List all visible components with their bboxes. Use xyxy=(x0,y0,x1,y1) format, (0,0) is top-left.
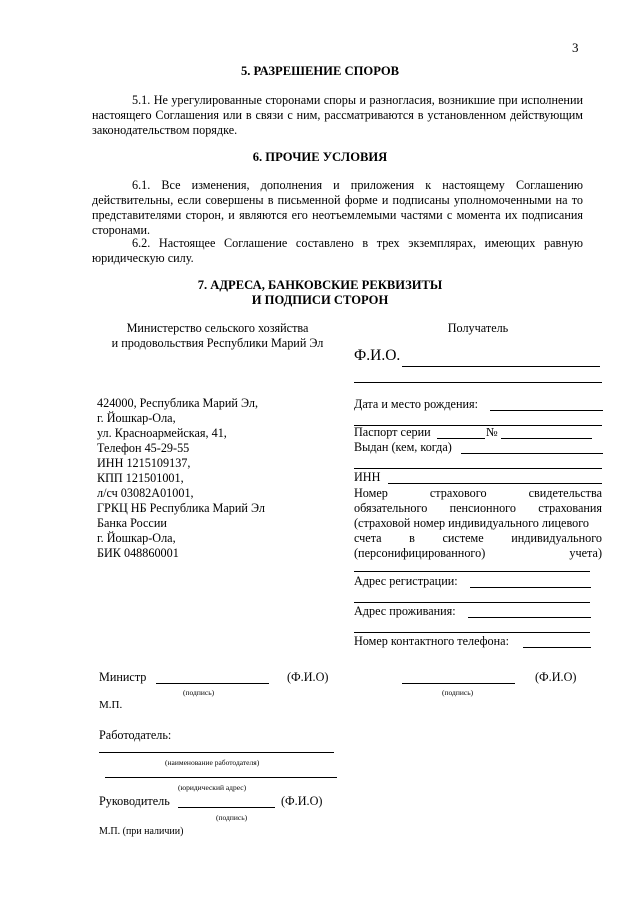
ministry-name-line-2: и продовольствия Республики Марий Эл xyxy=(111,336,324,350)
ministry-account: л/сч 03082А01001, xyxy=(97,486,194,500)
section-7-title-line-1: 7. АДРЕСА, БАНКОВСКИЕ РЕКВИЗИТЫ xyxy=(197,278,443,292)
issued-line-2 xyxy=(354,468,602,469)
ministry-bank: ГРКЦ НБ Республика Марий Эл xyxy=(97,501,265,515)
head-signature-caption: (подпись) xyxy=(216,813,248,822)
head-stamp: М.П. (при наличии) xyxy=(99,826,184,837)
ministry-inn: ИНН 1215109137, xyxy=(97,456,191,470)
snils-line-5 xyxy=(354,546,602,561)
registration-line xyxy=(470,587,591,588)
section-5-title: 5. РАЗРЕШЕНИЕ СПОРОВ xyxy=(240,64,400,78)
snils-word: в xyxy=(409,531,415,545)
recipient-fio-line xyxy=(402,366,600,367)
phone-label: Номер контактного телефона: xyxy=(354,634,509,648)
residence-line xyxy=(468,617,591,618)
issued-line xyxy=(461,453,603,454)
registration-label: Адрес регистрации: xyxy=(354,574,458,588)
recipient-title: Получатель xyxy=(447,321,509,335)
minister-label: Министр xyxy=(99,670,147,684)
phone-line xyxy=(523,647,591,648)
minister-fio: (Ф.И.О) xyxy=(287,670,329,684)
employer-name-line xyxy=(99,752,334,753)
ministry-bik: БИК 048860001 xyxy=(97,546,179,560)
ministry-phone: Телефон 45-29-55 xyxy=(97,441,190,455)
snils-word: обязательного xyxy=(354,501,428,515)
employer-address-caption: (юридический адрес) xyxy=(178,783,247,792)
section-7-title-line-2: И ПОДПИСИ СТОРОН xyxy=(251,293,389,307)
snils-line-1 xyxy=(354,486,602,501)
head-fio: (Ф.И.О) xyxy=(281,794,323,808)
ministry-name-line-1: Министерство сельского хозяйства xyxy=(126,321,309,335)
recipient-signature-line xyxy=(402,683,515,684)
section-6-title: 6. ПРОЧИЕ УСЛОВИЯ xyxy=(252,150,388,164)
section-5-paragraph-1: 5.1. Не урегулированные сторонами споры и разногласия, возникшие при исполнении настоящего Соглашения или в связи с ним, рассматриваются в установленном действующим законодательством порядке. xyxy=(92,93,583,137)
head-signature-line xyxy=(178,807,275,808)
employer-label: Работодатель: xyxy=(99,728,172,742)
recipient-signature-caption: (подпись) xyxy=(442,688,474,697)
snils-word: Номер xyxy=(354,486,388,500)
ministry-address-line: ул. Красноармейская, 41, xyxy=(97,426,227,440)
employer-address-line xyxy=(105,777,337,778)
section-6-paragraph-1: 6.1. Все изменения, дополнения и приложения к настоящему Соглашению действительны, если совершены в письменной форме и подписаны уполномоченными на то представителями сторон, и являются его неотъемлемыми частями с момента их подписания сторонами. xyxy=(92,178,583,237)
employer-name-caption: (наименование работодателя) xyxy=(165,758,260,767)
residence-label: Адрес проживания: xyxy=(354,604,456,618)
inn-label: ИНН xyxy=(354,470,381,484)
head-label: Руководитель xyxy=(99,794,170,808)
snils-word: (персонифицированного) xyxy=(354,546,486,560)
section-6-paragraph-2: 6.2. Настоящее Соглашение составлено в трех экземплярах, имеющих равную юридическую силу. xyxy=(92,236,583,265)
ministry-address-line: г. Йошкар-Ола, xyxy=(97,411,176,425)
inn-line xyxy=(388,483,602,484)
birth-label: Дата и место рождения: xyxy=(354,397,478,411)
recipient-fio-label: Ф.И.О. xyxy=(354,347,401,364)
birth-line xyxy=(490,410,603,411)
snils-word: счета xyxy=(354,531,382,545)
snils-line-3: (страховой номер индивидуального лицевого xyxy=(354,516,590,530)
snils-word: свидетельства xyxy=(528,486,602,500)
passport-label: Паспорт серии xyxy=(354,425,431,439)
minister-stamp: М.П. xyxy=(99,699,123,711)
snils-word: страхования xyxy=(538,501,602,515)
recipient-fio: (Ф.И.О) xyxy=(535,670,577,684)
snils-word: страхового xyxy=(429,486,487,500)
ministry-city: г. Йошкар-Ола, xyxy=(97,531,176,545)
snils-line-2 xyxy=(354,501,602,516)
snils-word: системе xyxy=(442,531,484,545)
registration-line-2 xyxy=(354,602,590,603)
minister-signature-caption: (подпись) xyxy=(183,688,215,697)
snils-word: пенсионного xyxy=(449,501,516,515)
ministry-kpp: КПП 121501001, xyxy=(97,471,184,485)
recipient-fio-line-2 xyxy=(354,382,602,383)
passport-number-sign: № xyxy=(486,425,498,439)
snils-line xyxy=(354,571,590,572)
issued-label: Выдан (кем, когда) xyxy=(354,440,452,454)
passport-series-line xyxy=(437,438,485,439)
passport-number-line xyxy=(501,438,592,439)
minister-signature-line xyxy=(156,683,269,684)
snils-word: индивидуального xyxy=(511,531,602,545)
ministry-bank: Банка России xyxy=(97,516,167,530)
snils-word: учета) xyxy=(569,546,602,560)
ministry-address-line: 424000, Республика Марий Эл, xyxy=(97,396,258,410)
residence-line-2 xyxy=(354,632,590,633)
page-number: 3 xyxy=(572,40,579,55)
snils-line-4 xyxy=(354,531,602,546)
